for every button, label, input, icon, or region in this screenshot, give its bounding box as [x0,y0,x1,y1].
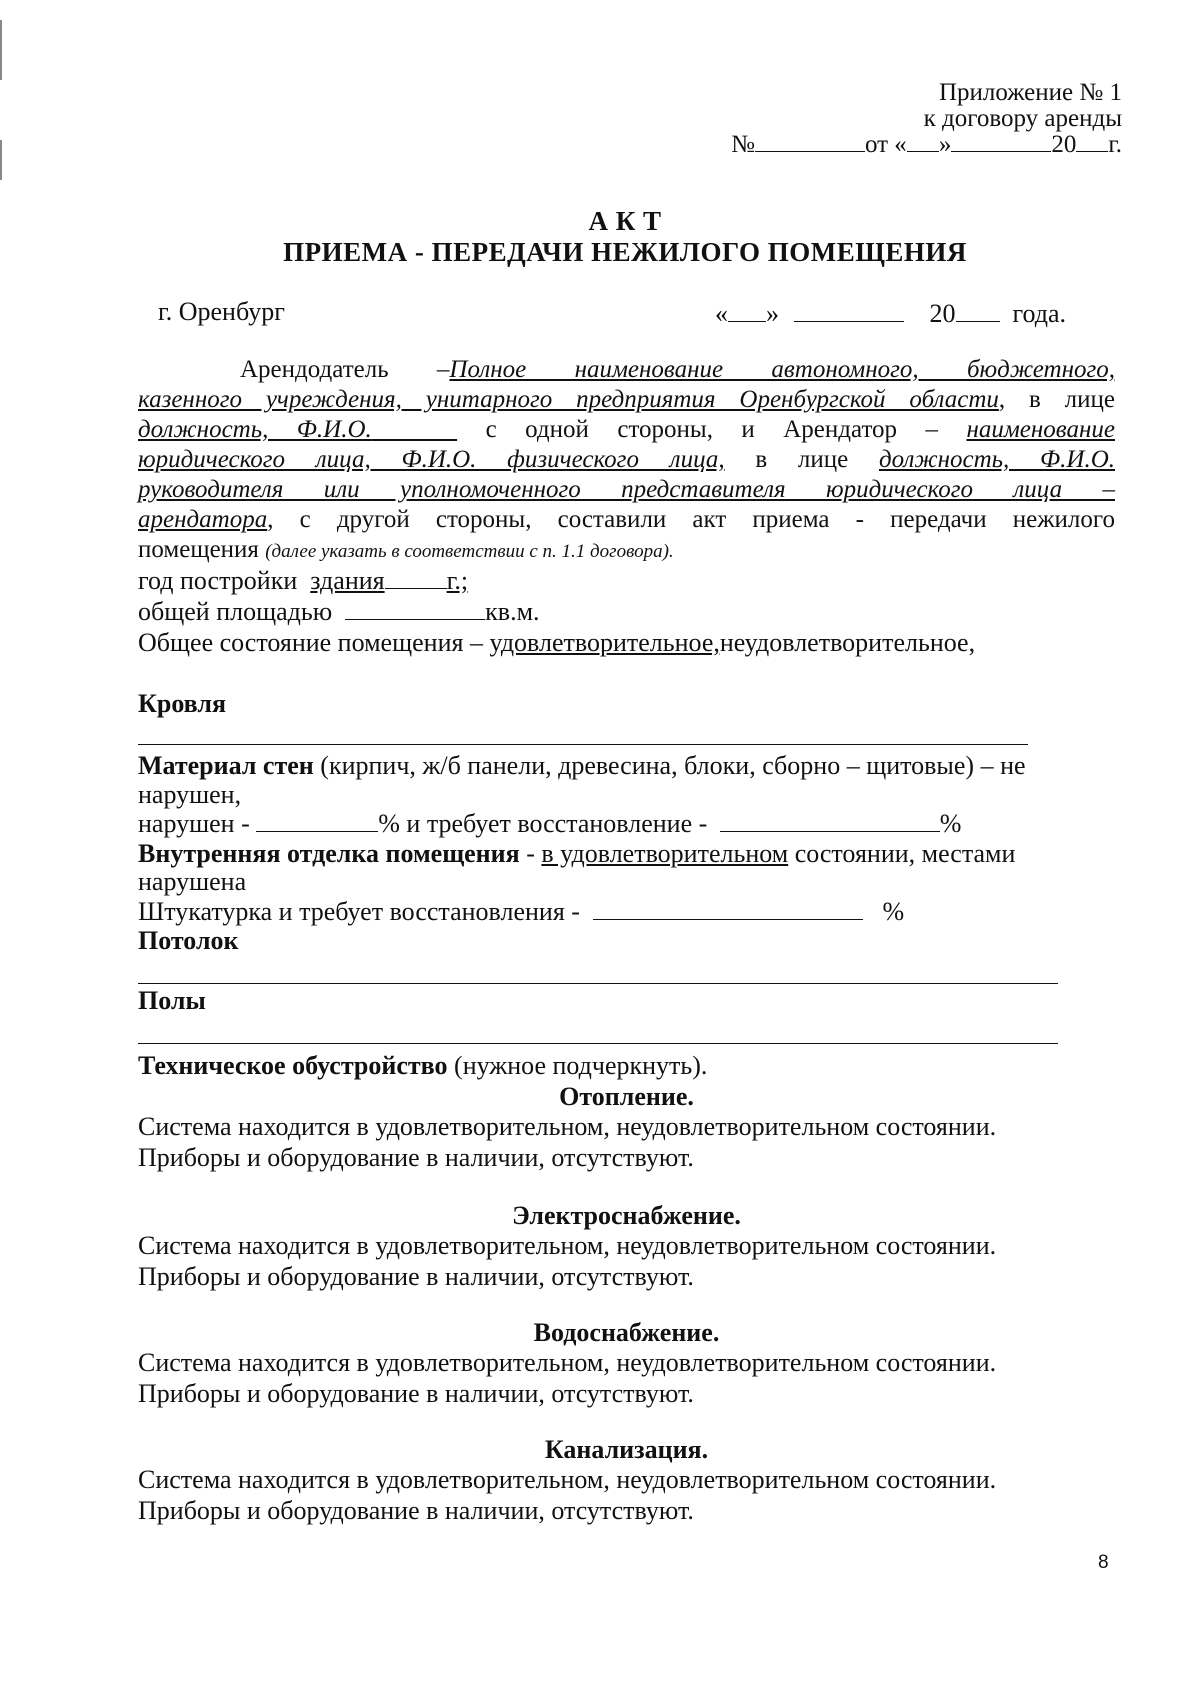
tech-note: (нужное подчеркнуть). [447,1051,708,1080]
scan-edge-mark [0,20,2,80]
close-quote: » [766,299,779,328]
contract-number-blank[interactable] [755,131,865,152]
lessor-position-placeholder: должность, Ф.И.О. [138,416,372,443]
city: г. Оренбург [158,297,285,326]
roof-label: Кровля [138,689,227,718]
built-year-label: год постройки [138,566,298,595]
built-year-object: здания [310,566,385,595]
act-year-suffix: года. [1012,299,1067,328]
intro-line-2 [138,385,1115,415]
system-state-sewage: Система находится в удовлетворительном, неудовлетворительном состоянии. [138,1465,997,1494]
walls-broken-blank[interactable] [256,811,378,832]
plaster-blank[interactable] [593,899,863,920]
floors-label: Полы [138,986,206,1015]
finish-option-satisfactory: в удовлетворительном [541,839,789,868]
page-number: 8 [1098,1552,1109,1573]
system-devices-heating: Приборы и оборудование в наличии, отсутствуют. [138,1143,694,1172]
roof-line[interactable] [138,744,1028,745]
act-statement: , с другой стороны, составили акт приема - передачи нежилого [267,506,1115,533]
finish-broken: нарушена [138,867,247,896]
lessee-label: с одной стороны, и Арендатор – [485,416,938,443]
act-subtitle: ПРИЕМА - ПЕРЕДАЧИ НЕЖИЛОГО ПОМЕЩЕНИЯ [283,237,967,267]
system-state-heating: Система находится в удовлетворительном, неудовлетворительном состоянии. [138,1112,997,1141]
ceiling-label: Потолок [138,926,239,955]
lessor-label: Арендодатель – [240,356,450,383]
system-state-water: Система находится в удовлетворительном, неудовлетворительном состоянии. [138,1348,997,1377]
system-title-sewage: Канализация. [544,1435,709,1464]
walls-label: Материал стен [138,751,314,780]
year-prefix: 20 [1051,131,1077,158]
act-title: А К Т [588,206,662,236]
quote-close: » [938,131,952,158]
system-devices-electricity: Приборы и оборудование в наличии, отсутствуют. [138,1262,694,1291]
intro-line-6 [138,505,1115,535]
general-state-label: Общее состояние помещения – [138,628,483,657]
plaster-label: Штукатурка и требует восстановления - [138,897,580,926]
system-title-water: Водоснабжение. [533,1318,720,1347]
system-devices-sewage: Приборы и оборудование в наличии, отсутствуют. [138,1496,694,1525]
contract-number-line [731,130,1122,160]
premises-word: помещения [138,536,259,563]
act-day-blank[interactable] [728,301,766,322]
finish-dash: - [519,839,542,868]
walls-intact: нарушен, [138,780,242,809]
lessee-representative-placeholder: руководителя или уполномоченного представителя юридического лица – [138,476,1115,503]
tech-row [138,1050,707,1081]
month-blank[interactable] [951,131,1051,152]
act-month-blank[interactable] [794,301,904,322]
contract-line: к договору аренды [923,105,1122,132]
area-suffix: кв.м. [485,597,540,626]
intro-line-3 [138,415,1115,445]
area-label: общей площадью [138,597,333,626]
act-date [715,298,1066,329]
plaster-row [138,896,904,927]
lessor-name-placeholder: Полное наименование автономного, бюджетного, [449,356,1115,383]
lessor-name-placeholder-cont: казенного учреждения, унитарного предприятия Оренбургской области [138,386,999,413]
built-year-row [138,565,468,596]
appendix-line: Приложение № 1 [938,79,1122,106]
system-title-heating: Отопление. [559,1082,694,1111]
walls-options: (кирпич, ж/б панели, древесина, блоки, сборно – щитовые) – не [313,751,1026,780]
general-state-row [138,627,975,658]
walls-restore-pct: % [939,809,962,838]
represented-by: , в лице [998,386,1115,413]
ceiling-line[interactable] [138,983,1058,984]
act-year-prefix: 20 [929,299,956,328]
number-sign: № [731,131,755,158]
represented-by-2: в лице [755,446,849,473]
year-suffix: г. [1108,131,1122,158]
lessee-name-placeholder: наименование [966,416,1115,443]
walls-restore-label: % и требует восстановление - [378,809,708,838]
system-state-electricity: Система находится в удовлетворительном, неудовлетворительном состоянии. [138,1231,997,1260]
built-year-suffix: г.; [446,566,469,595]
lessee-placeholder: арендатора [138,506,268,533]
open-quote: « [715,299,728,328]
walls-row [138,750,1026,781]
intro-line-7 [138,535,674,567]
system-devices-water: Приборы и оборудование в наличии, отсутствуют. [138,1379,694,1408]
walls-restore-blank[interactable] [720,811,940,832]
year-blank[interactable] [1076,131,1108,152]
system-title-electricity: Электроснабжение. [512,1201,741,1230]
walls-broken-row [138,808,961,839]
finish-label: Внутренняя отделка помещения [138,839,520,868]
state-option-satisfactory: удовлетворительное, [489,628,720,657]
floors-line[interactable] [138,1043,1058,1044]
intro-line-4 [138,445,1115,475]
finish-row [138,838,1115,869]
premises-note: (далее указать в соответствии с п. 1.1 договора). [265,541,674,562]
walls-broken-label: нарушен - [138,809,250,838]
day-blank[interactable] [907,131,939,152]
state-option-unsatisfactory: неудовлетворительное, [719,628,976,657]
plaster-pct: % [882,897,905,926]
intro-line-5 [138,475,1115,505]
area-blank[interactable] [345,599,485,620]
scan-edge-mark [0,140,2,180]
built-year-blank[interactable] [385,568,447,589]
intro-line-1 [240,355,1115,385]
finish-option-rest: состоянии, местами [788,839,1016,868]
lessee-name-placeholder-cont: юридического лица, Ф.И.О. физического лица, [138,446,725,473]
lessee-position-placeholder: должность, Ф.И.О. [878,446,1115,473]
area-row [138,596,540,627]
act-year-blank[interactable] [956,301,1000,322]
from-label: от « [864,131,907,158]
tech-label: Техническое обустройство [138,1051,448,1080]
